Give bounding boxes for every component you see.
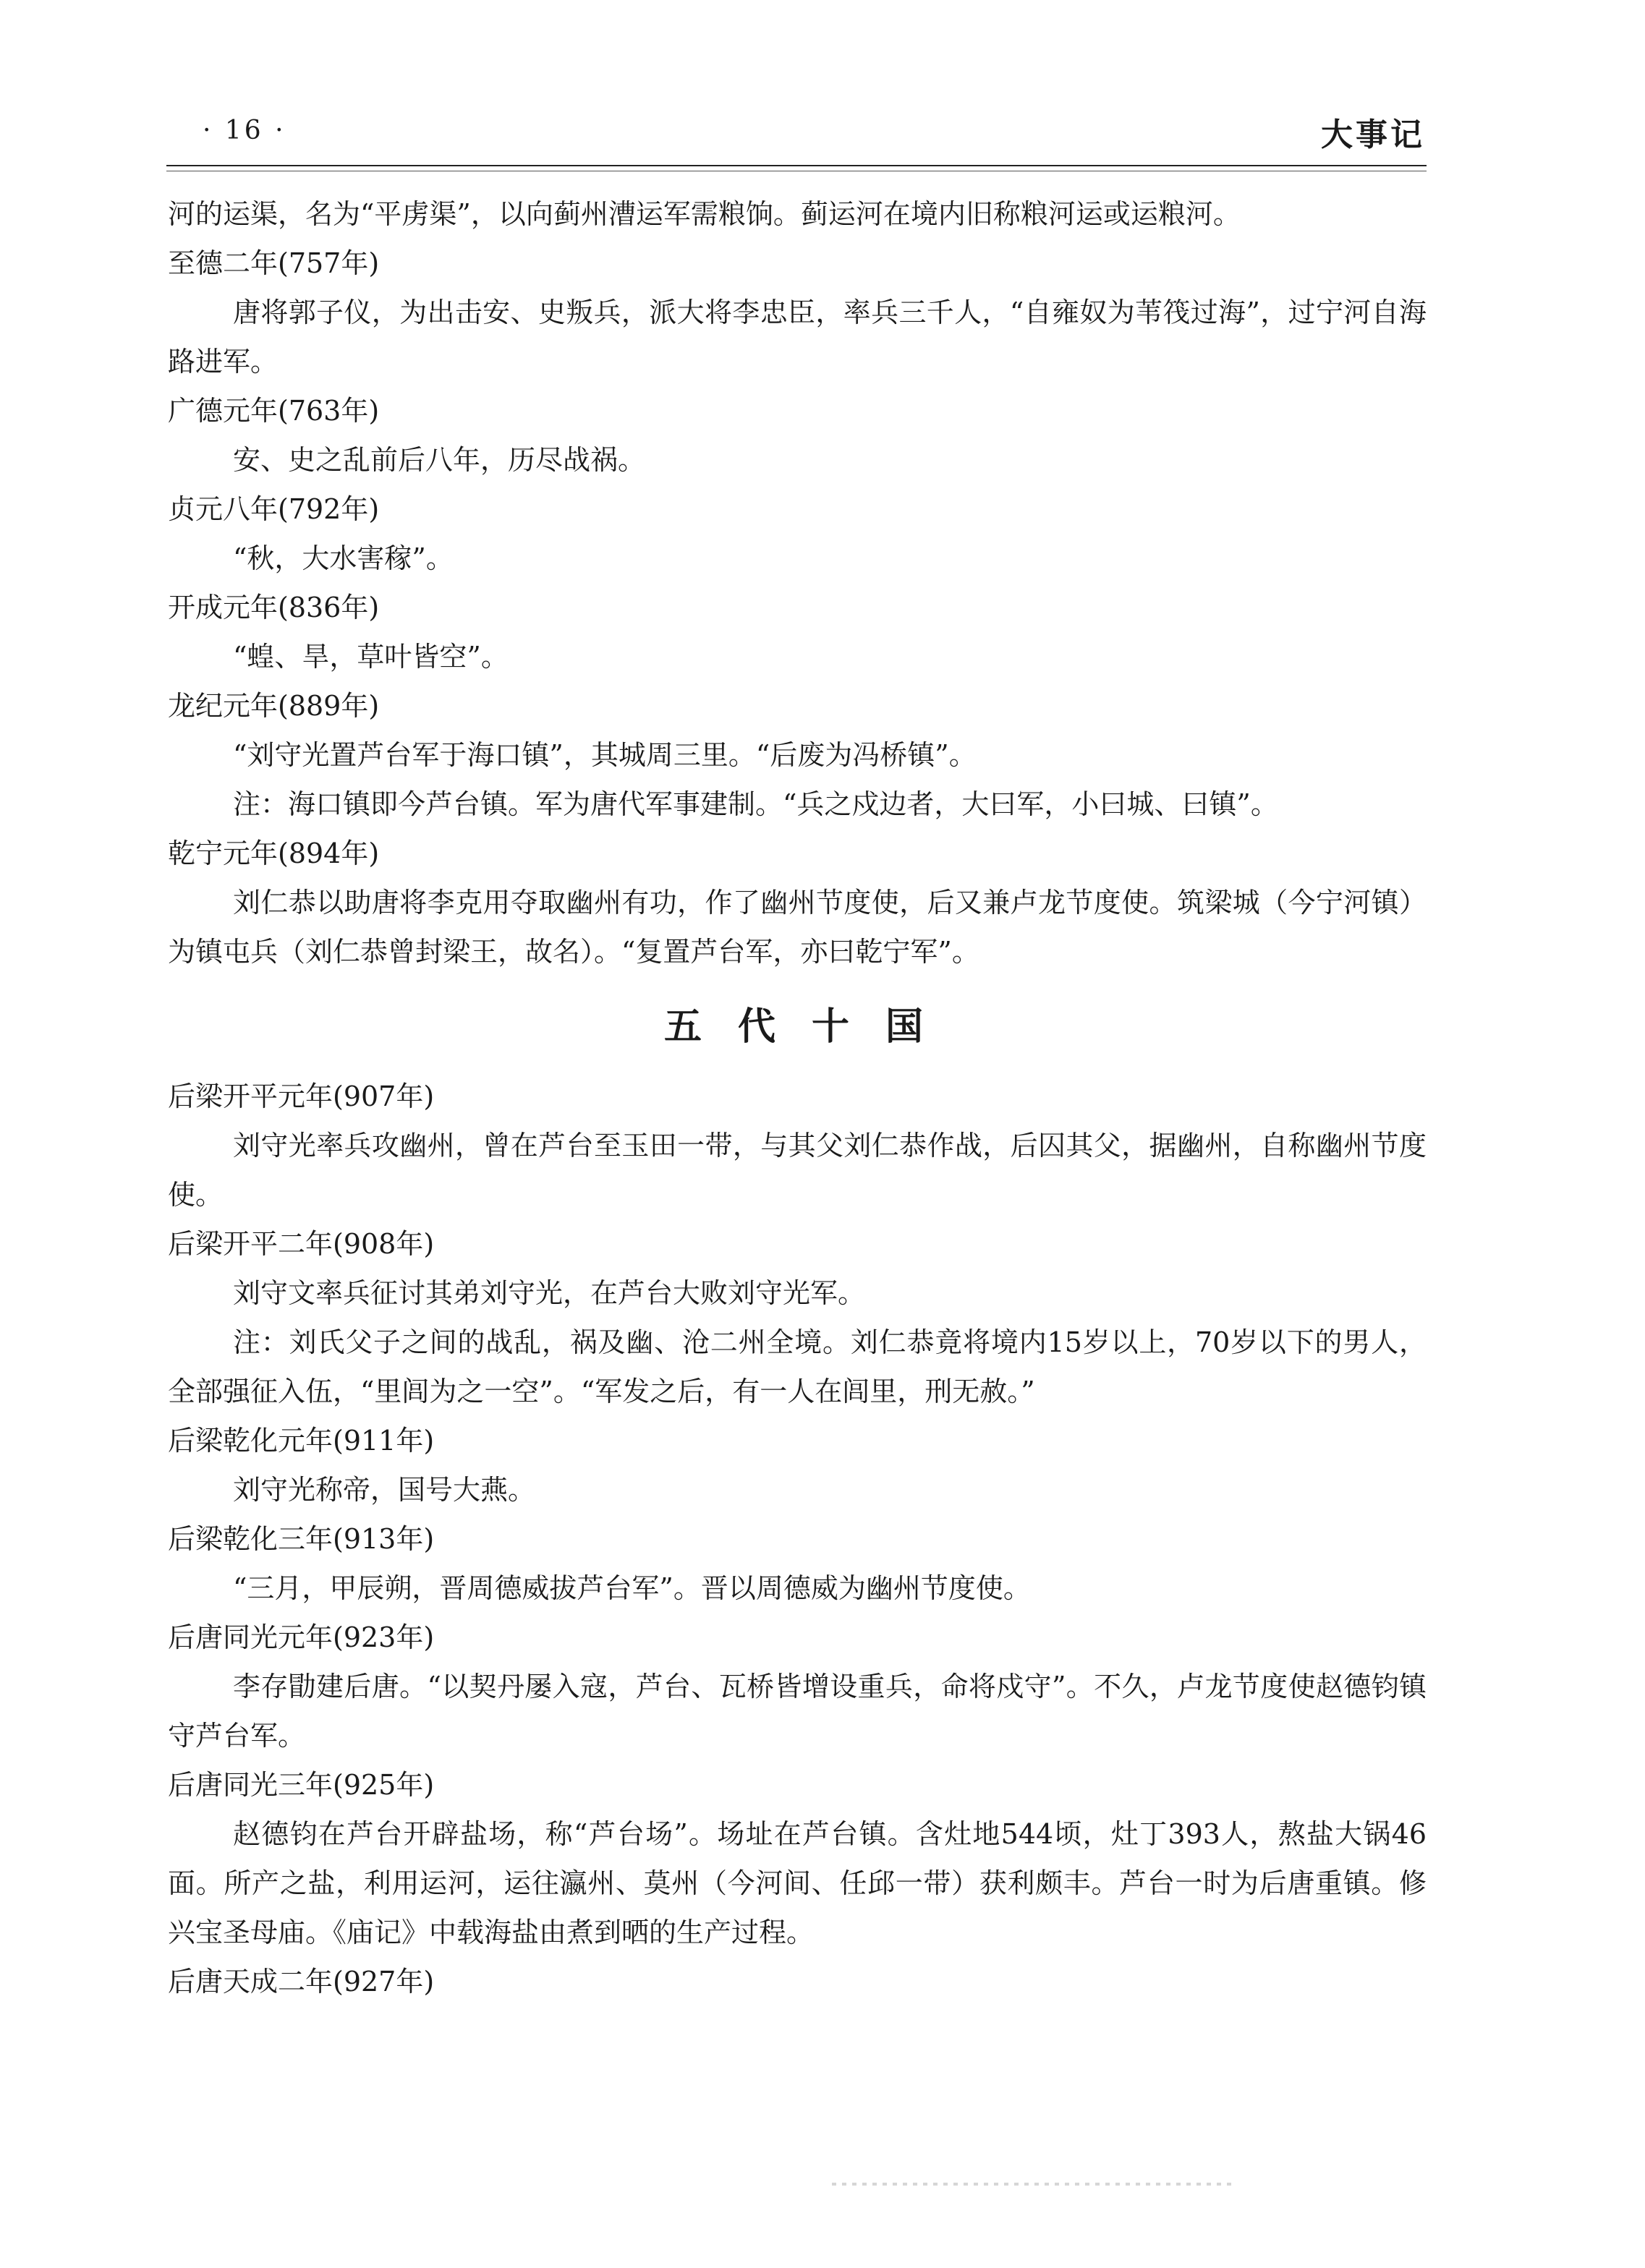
entry-paragraph: 刘守文率兵征讨其弟刘守光，在芦台大败刘守光军。 — [233, 1277, 866, 1309]
entry-paragraph: “秋，大水害稼”。 — [233, 542, 454, 574]
entry-paragraph: 李存勖建后唐。“以契丹屡入寇，芦台、瓦桥皆增设重兵，命将戍守”。不久，卢龙节度使赵德钧镇守芦台军。 — [168, 1671, 1427, 1752]
entry-paragraph: 河的运渠，名为“平虏渠”，以向蓟州漕运军需粮饷。蓟运河在境内旧称粮河运或运粮河。 — [168, 198, 1241, 230]
year-heading: 开成元年(836年) — [168, 592, 380, 623]
year-heading: 后唐同光三年(925年) — [168, 1769, 435, 1801]
year-heading: 乾宁元年(894年) — [168, 837, 380, 869]
page-body — [168, 189, 1427, 2006]
header-rule — [166, 165, 1427, 166]
scan-artifact — [832, 2183, 1237, 2186]
entry-paragraph: 唐将郭子仪，为出击安、史叛兵，派大将李忠臣，率兵三千人，“自雍奴为苇筏过海”，过宁河自海路进军。 — [168, 297, 1427, 378]
year-heading: 后梁开平二年(908年) — [168, 1228, 435, 1260]
year-heading: 后唐天成二年(927年) — [168, 1966, 435, 1998]
entry-paragraph: “三月，甲辰朔，晋周德威拔芦台军”。晋以周德威为幽州节度使。 — [233, 1572, 1031, 1604]
entry-paragraph: 刘仁恭以助唐将李克用夺取幽州有功，作了幽州节度使，后又兼卢龙节度使。筑梁城（今宁河镇）为镇屯兵（刘仁恭曾封梁王，故名）。“复置芦台军，亦曰乾宁军”。 — [168, 887, 1427, 968]
year-heading: 后梁乾化三年(913年) — [168, 1523, 435, 1555]
year-heading: 后梁开平元年(907年) — [168, 1080, 435, 1112]
year-heading: 后唐同光元年(923年) — [168, 1621, 435, 1653]
year-heading: 龙纪元年(889年) — [168, 690, 380, 722]
entry-paragraph: 刘守光率兵攻幽州，曾在芦台至玉田一带，与其父刘仁恭作战，后囚其父，据幽州，自称幽州节度使。 — [168, 1130, 1427, 1211]
year-heading: 贞元八年(792年) — [168, 493, 380, 525]
entry-paragraph: 安、史之乱前后八年，历尽战祸。 — [233, 444, 646, 476]
page-number: · 16 · — [203, 116, 286, 145]
year-heading: 至德二年(757年) — [168, 247, 380, 279]
page-header — [166, 108, 1425, 159]
entry-paragraph: 赵德钧在芦台开辟盐场，称“芦台场”。场址在芦台镇。含灶地544顷，灶丁393人，熬盐大锅46面。所产之盐，利用运河，运往瀛州、莫州（今河间、任邱一带）获利颇丰。芦台一时为后唐重镇。修兴宝圣母庙。《庙记》中载海盐由煮到晒的生产过程。 — [168, 1818, 1427, 1948]
entry-paragraph: 刘守光称帝，国号大燕。 — [233, 1474, 536, 1506]
year-heading: 广德元年(763年) — [168, 395, 380, 427]
running-title: 大事记 — [1321, 116, 1425, 153]
year-heading: 后梁乾化元年(911年) — [168, 1425, 435, 1457]
section-title: 五代十国 — [663, 1005, 959, 1049]
entry-paragraph: “刘守光置芦台军于海口镇”，其城周三里。“后废为冯桥镇”。 — [233, 739, 977, 771]
entry-paragraph: 注：刘氏父子之间的战乱，祸及幽、沧二州全境。刘仁恭竟将境内15岁以上，70岁以下的男人，全部强征入伍，“里闾为之一空”。“军发之后，有一人在闾里，刑无赦。” — [168, 1326, 1427, 1407]
entry-paragraph: “蝗、旱，草叶皆空”。 — [233, 641, 509, 673]
entry-paragraph: 注：海口镇即今芦台镇。军为唐代军事建制。“兵之戍边者，大曰军，小曰城、曰镇”。 — [233, 788, 1278, 820]
entries-after-section — [168, 1072, 1427, 2006]
entries-before-section — [168, 189, 1427, 976]
